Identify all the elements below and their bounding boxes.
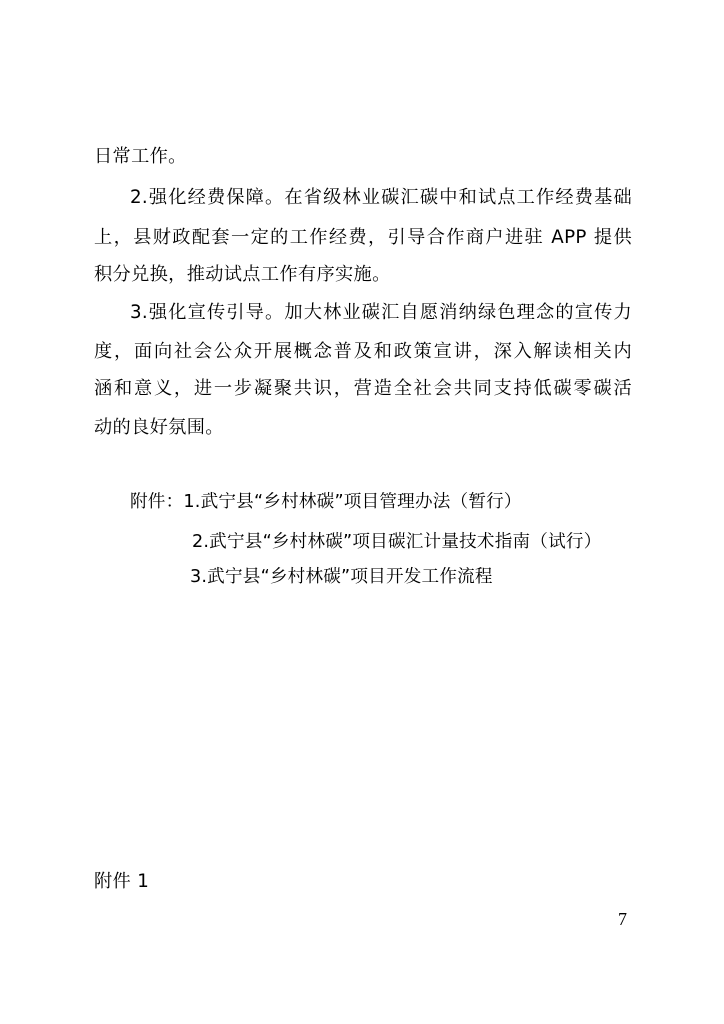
next-section-label: 附件 1 [94, 871, 150, 892]
paragraph-line: 3.强化宣传引导。加大林业碳汇自愿消纳绿色理念的宣传力 [130, 302, 632, 323]
paragraph-line: 度，面向社会公众开展概念普及和政策宣讲，深入解读相关内 [94, 341, 632, 362]
attachment-item [130, 490, 522, 514]
attachment-item: 3.武宁县“乡村林碳”项目开发工作流程 [190, 567, 493, 587]
attachment-title: 1.武宁县“乡村林碳”项目管理办法（暂行） [183, 492, 522, 512]
attachments-prefix: 附件： [130, 492, 184, 512]
paragraph-line: 积分兑换，推动试点工作有序实施。 [94, 264, 391, 285]
attachment-item: 2.武宁县“乡村林碳”项目碳汇计量技术指南（试行） [192, 532, 602, 552]
paragraph-line: 日常工作。 [94, 146, 187, 167]
paragraph-line: 上，县财政配套一定的工作经费，引导合作商户进驻 APP 提供 [94, 227, 632, 248]
paragraph-line: 动的良好氛围。 [94, 417, 224, 438]
paragraph-line: 涵和意义，进一步凝聚共识，营造全社会共同支持低碳零碳活 [94, 378, 632, 399]
page-number: 7 [618, 909, 627, 929]
paragraph-line: 2.强化经费保障。在省级林业碳汇碳中和试点工作经费基础 [130, 187, 632, 208]
